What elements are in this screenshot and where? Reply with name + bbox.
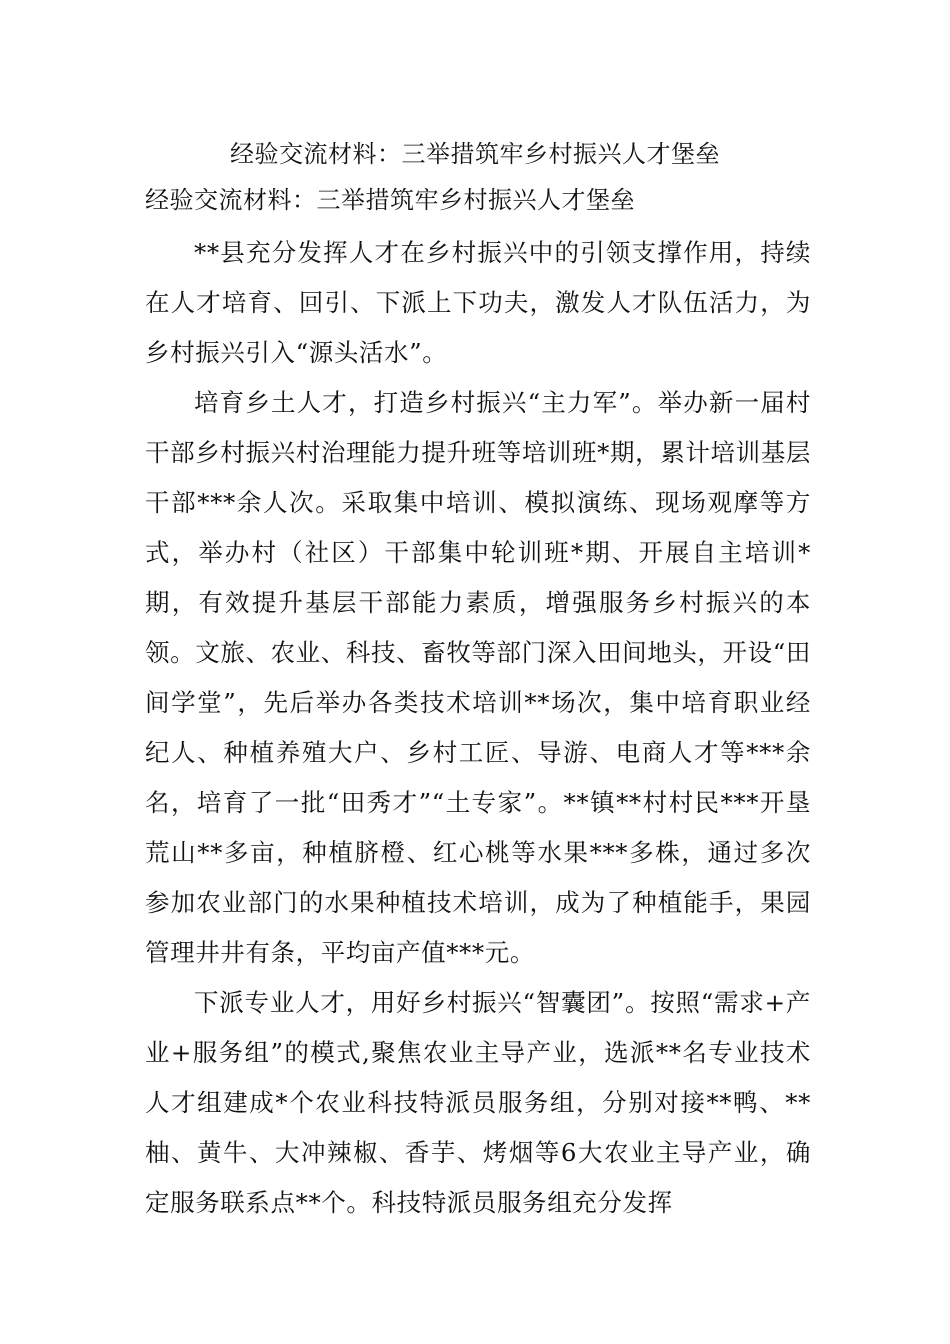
document-subtitle: 经验交流材料：三举措筑牢乡村振兴人才堡垒 [145, 186, 635, 214]
paragraph-intro: **县充分发挥人才在乡村振兴中的引领支撑作用，持续在人才培育、回引、下派上下功夫，激发人才队伍活力，为乡村振兴引入“源头活水”。 [145, 238, 811, 367]
document-body [145, 228, 811, 1228]
paragraph-local-talent: 培育乡土人才，打造乡村振兴“主力军”。举办新一届村干部乡村振兴村治理能力提升班等培训班*期，累计培训基层干部***余人次。采取集中培训、模拟演练、现场观摩等方式，举办村（社区）干部集中轮训班*期、开展自主培训*期，有效提升基层干部能力素质，增强服务乡村振兴的本领。文旅、农业、科技、畜牧等部门深入田间地头，开设“田间学堂”，先后举办各类技术培训**场次，集中培育职业经纪人、种植养殖大户、乡村工匠、导游、电商人才等***余名，培育了一批“田秀才”“土专家”。**镇**村村民***开垦荒山**多亩，种植脐橙、红心桃等水果***多株，通过多次参加农业部门的水果种植技术培训，成为了种植能手，果园管理井井有条，平均亩产值***元。 [145, 388, 811, 967]
document-title: 经验交流材料：三举措筑牢乡村振兴人才堡垒 [230, 140, 720, 168]
paragraph-expert-talent: 下派专业人才，用好乡村振兴“智囊团”。按照“需求+产业+服务组”的模式,聚焦农业主导产业，选派**名专业技术人才组建成*个农业科技特派员服务组，分别对接**鸭、**柚、黄牛、大冲辣椒、香芋、烤烟等6大农业主导产业，确定服务联系点**个。科技特派员服务组充分发挥 [145, 988, 811, 1217]
